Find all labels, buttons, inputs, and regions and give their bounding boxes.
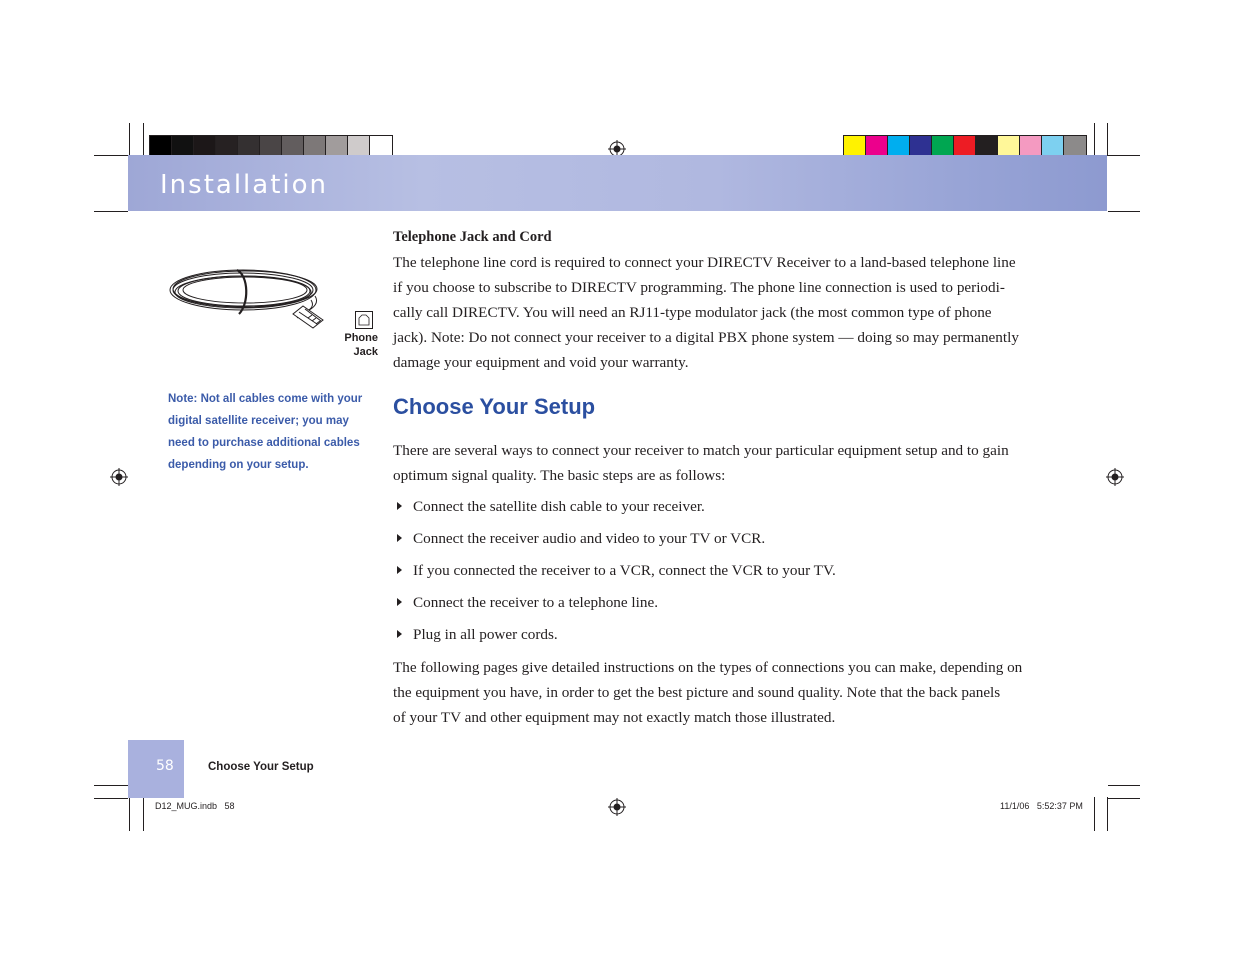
crop-mark [1108, 785, 1140, 786]
slug-timestamp: 11/1/06 5:52:37 PM [1000, 801, 1083, 811]
closing-paragraph [393, 655, 1028, 730]
registration-mark-icon [1106, 468, 1124, 486]
registration-mark-icon [110, 468, 128, 486]
text-line: damage your equipment and void your warranty. [393, 354, 689, 371]
list-item [397, 529, 765, 549]
text-line: The following pages give detailed instructions on the types of connections you can make, depending on [393, 659, 1023, 676]
list-item [397, 497, 705, 517]
page-number: 58 [156, 758, 174, 774]
list-item-text: Plug in all power cords. [413, 626, 558, 643]
registration-mark-icon [608, 798, 626, 816]
bullet-icon [397, 598, 402, 606]
crop-mark [94, 798, 128, 799]
crop-mark [1107, 123, 1108, 156]
intro-paragraph [393, 250, 1028, 375]
text-line: optimum signal quality. The basic steps are as follows: [393, 467, 726, 484]
crop-mark [143, 123, 144, 156]
phone-jack-caption [330, 331, 378, 359]
list-item [397, 593, 658, 613]
phone-jack-icon [355, 311, 373, 329]
list-item-text: Connect the receiver audio and video to your TV or VCR. [413, 530, 766, 547]
caption-line: Jack [353, 346, 378, 358]
crop-mark [1108, 798, 1140, 799]
crop-mark [1108, 211, 1140, 212]
list-item [397, 561, 836, 581]
crop-mark [1108, 155, 1140, 156]
bullet-icon [397, 630, 402, 638]
crop-mark [1094, 797, 1095, 831]
bullet-icon [397, 534, 402, 542]
list-item-text: Connect the satellite dish cable to your receiver. [413, 498, 705, 515]
text-line: jack). Note: Do not connect your receiver to a digital PBX phone system — doing so may permanently [393, 329, 1019, 346]
crop-mark [1107, 797, 1108, 831]
slug-file-info: D12_MUG.indb 58 [155, 801, 235, 811]
phone-cord-icon [165, 262, 340, 342]
caption-line: Phone [344, 332, 378, 344]
list-item-text: If you connected the receiver to a VCR, connect the VCR to your TV. [413, 562, 836, 579]
text-line: of your TV and other equipment may not exactly match those illustrated. [393, 709, 836, 726]
text-line: the equipment you have, in order to get the best picture and sound quality. Note that the back panels [393, 684, 1001, 701]
setup-paragraph [393, 438, 1028, 488]
bullet-icon [397, 566, 402, 574]
text-line: cally call DIRECTV. You will need an RJ11-type modulator jack (the most common type of phone [393, 304, 992, 321]
crop-mark [94, 785, 128, 786]
text-line: if you choose to subscribe to DIRECTV programming. The phone line connection is used to periodi- [393, 279, 1005, 296]
list-item [397, 625, 558, 645]
crop-mark [143, 797, 144, 831]
crop-mark [94, 211, 128, 212]
section-title: Choose Your Setup [393, 394, 596, 419]
text-line: The telephone line cord is required to connect your DIRECTV Receiver to a land-based telephone line [393, 254, 1016, 271]
cables-note: Note: Not all cables come with your digital satellite receiver; you may need to purchase additional cables depending on your setup. [168, 393, 363, 471]
list-item-text: Connect the receiver to a telephone line. [413, 594, 659, 611]
footer-section-title: Choose Your Setup [208, 761, 314, 773]
subheading: Telephone Jack and Cord [393, 229, 552, 245]
bullet-icon [397, 502, 402, 510]
page-title: Installation [160, 170, 329, 200]
text-line: There are several ways to connect your receiver to match your particular equipment setup and to gain [393, 442, 1009, 459]
crop-mark [129, 797, 130, 831]
crop-mark [1094, 123, 1095, 156]
crop-mark [94, 155, 128, 156]
crop-mark [129, 123, 130, 156]
